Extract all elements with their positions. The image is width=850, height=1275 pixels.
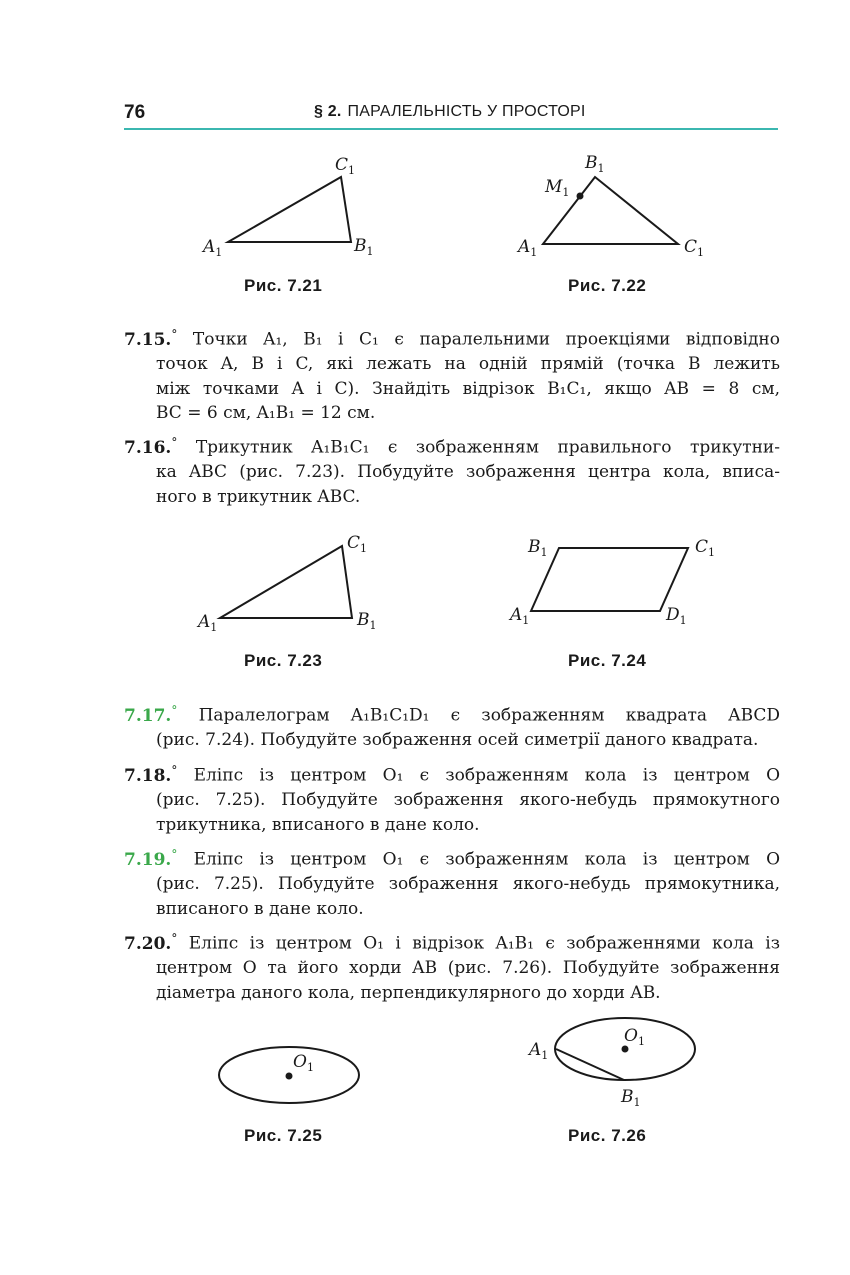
page-header — [124, 100, 778, 128]
center-point-o1 — [286, 1073, 293, 1080]
label-o1: $O_1$ — [624, 1026, 645, 1048]
problem-7-17 — [124, 698, 780, 753]
figure-7-24 — [508, 525, 728, 649]
label-a1: $A_1$ — [529, 1040, 549, 1062]
point-m1 — [577, 193, 584, 200]
problem-line: (рис. 7.25). Побудуйте зображення якого-небудь прямокутного — [156, 790, 780, 811]
label-b1: $B_1$ — [621, 1087, 641, 1109]
caption-7-21: Рис. 7.21 — [244, 276, 323, 295]
caption-7-26: Рис. 7.26 — [568, 1126, 647, 1145]
label-m1: $M_1$ — [545, 177, 570, 199]
parallelogram-drawing — [508, 525, 728, 645]
figure-7-21 — [200, 150, 400, 274]
problem-line: BC = 6 см, A₁B₁ = 12 см. — [156, 403, 376, 424]
problem-7-15 — [124, 322, 780, 426]
problem-line: між точками A і C). Знайдіть відрізок B₁C₁, якщо AB = 8 см, — [156, 378, 780, 399]
page-number: 76 — [124, 102, 146, 123]
caption-7-22: Рис. 7.22 — [568, 276, 647, 295]
problem-line: Еліпс із центром O₁ є зображенням кола із центром O — [193, 765, 781, 786]
problem-line: точок A, B і C, які лежать на одній прямій (точка B лежить — [156, 354, 780, 375]
triangle-shape — [220, 546, 352, 618]
caption-7-24: Рис. 7.24 — [568, 651, 647, 670]
problem-line: вписаного в дане коло. — [156, 898, 364, 919]
label-c1: $C_1$ — [347, 533, 368, 555]
problem-number: 7.20.° — [124, 931, 178, 954]
label-a1: $A_1$ — [203, 237, 223, 259]
problem-line: Точки A₁, B₁ і C₁ є паралельними проекціями відповідно — [192, 329, 781, 350]
section-mark: § 2. — [314, 103, 342, 120]
problem-line: (рис. 7.25). Побудуйте зображення якого-небудь прямокутника, — [156, 874, 780, 895]
problem-number: 7.16.° — [124, 435, 178, 458]
parallelogram-shape — [531, 548, 688, 611]
label-b1: $B_1$ — [528, 537, 548, 559]
figure-7-22 — [515, 150, 725, 274]
label-o1: $O_1$ — [293, 1052, 314, 1074]
problem-7-20 — [124, 926, 780, 1005]
header-rule — [124, 128, 778, 130]
ellipse-chord-drawing — [525, 1012, 725, 1112]
problem-line: діаметра даного кола, перпендикулярного до хорди AB. — [156, 982, 661, 1003]
center-point-o1 — [622, 1046, 629, 1053]
triangle-drawing — [196, 525, 396, 645]
label-d1: $D_1$ — [666, 605, 687, 627]
triangle-shape — [228, 177, 351, 242]
caption-7-25: Рис. 7.25 — [244, 1126, 323, 1145]
problem-line: Еліпс із центром O₁ є зображенням кола із центром O — [193, 849, 781, 870]
problem-line: ка ABC (рис. 7.23). Побудуйте зображення центра кола, вписа- — [156, 462, 780, 483]
label-b1: $B_1$ — [357, 610, 377, 632]
problem-7-16 — [124, 430, 780, 509]
triangle-drawing — [200, 150, 400, 270]
problem-line: Трикутник A₁B₁C₁ є зображенням правильного трикутни- — [195, 437, 781, 458]
problem-line: Паралелограм A₁B₁C₁D₁ є зображенням квадрата ABCD — [198, 705, 781, 726]
problem-7-18 — [124, 758, 780, 837]
problem-number: 7.15.° — [124, 327, 178, 350]
label-b1: $B_1$ — [585, 153, 605, 175]
figure-7-23 — [196, 525, 396, 649]
label-c1: $C_1$ — [335, 155, 356, 177]
section-title — [314, 103, 586, 121]
figure-7-26 — [525, 1012, 725, 1116]
figure-7-25 — [210, 1040, 370, 1124]
section-title-text: ПАРАЛЕЛЬНІСТЬ У ПРОСТОРІ — [347, 103, 586, 120]
problem-line: ного в трикутник ABC. — [156, 486, 361, 507]
caption-7-23: Рис. 7.23 — [244, 651, 323, 670]
problem-line: (рис. 7.24). Побудуйте зображення осей симетрії даного квадрата. — [156, 730, 759, 751]
label-a1: $A_1$ — [510, 605, 530, 627]
label-a1: $A_1$ — [518, 237, 538, 259]
label-c1: $C_1$ — [684, 237, 705, 259]
problem-number: 7.18.° — [124, 763, 178, 786]
triangle-with-point-drawing — [515, 150, 725, 270]
label-c1: $C_1$ — [695, 537, 716, 559]
problem-number: 7.17.° — [124, 703, 178, 726]
label-a1: $A_1$ — [198, 612, 218, 634]
label-b1: $B_1$ — [354, 236, 374, 258]
problem-line: трикутника, вписаного в дане коло. — [156, 814, 480, 835]
ellipse-drawing — [210, 1040, 370, 1120]
problem-7-19 — [124, 842, 780, 921]
problem-line: Еліпс із центром O₁ і відрізок A₁B₁ є зображеннями кола із — [188, 933, 780, 954]
problem-line: центром O та його хорди AB (рис. 7.26). Побудуйте зображення — [156, 958, 780, 979]
problem-number: 7.19.° — [124, 847, 178, 870]
